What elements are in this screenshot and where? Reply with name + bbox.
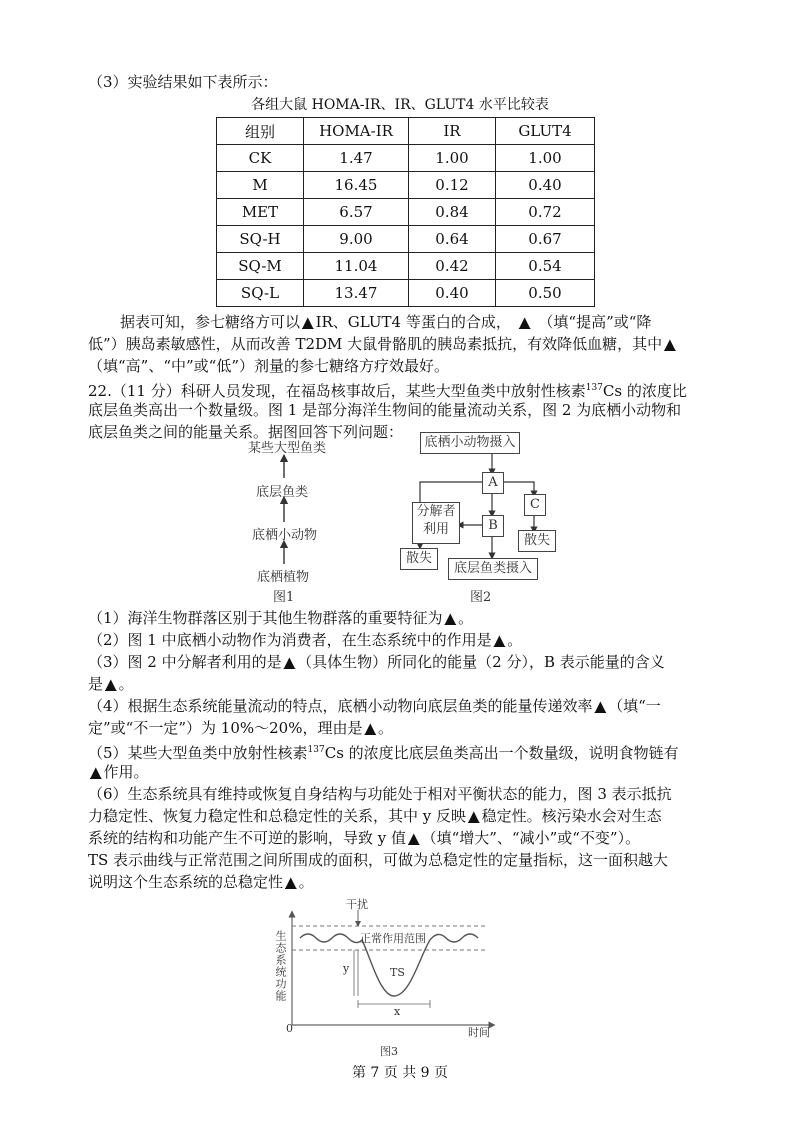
table-header-cell: GLUT4 xyxy=(496,118,595,145)
fig2-fish-box: 底层鱼类摄入 xyxy=(448,558,538,580)
answer-blank: ▲ xyxy=(594,697,607,715)
answer-blank: ▲ xyxy=(518,313,531,331)
table-cell: 0.50 xyxy=(496,280,595,307)
fig2-b-box: B xyxy=(482,515,504,537)
table-cell: 1.00 xyxy=(496,145,595,172)
table-row xyxy=(217,145,595,172)
table-row xyxy=(217,280,595,307)
fig2-c-box: C xyxy=(524,494,546,516)
para1-line1: 据表可知，参七糖络方可以 ▲ IR、GLUT4 等蛋白的合成， ▲ （填“提高”或“降 xyxy=(120,313,652,331)
fig3-disturb-label: 干扰 xyxy=(346,898,368,911)
q6-line5: 说明这个生态系统的总稳定性 ▲ 。 xyxy=(88,873,314,891)
table-cell: SQ-L xyxy=(217,280,304,307)
q6-line4: TS 表示曲线与正常范围之间所围成的面积，可做为总稳定性的定量指标，这一面积越大 xyxy=(88,851,669,869)
para1-line3: （填“高”、“中”或“低”）剂量的参七糖络方疗效最好。 xyxy=(88,357,450,375)
q22-line2: 底层鱼类高出一个数量级。图 1 是部分海洋生物间的能量流动关系，图 2 为底栖小动物和 xyxy=(88,401,682,419)
page-footer: 第 7 页 共 9 页 xyxy=(351,1065,449,1081)
table-cell: 0.40 xyxy=(496,172,595,199)
q22-line1: 22.（11 分）科研人员发现，在福岛核事故后，某些大型鱼类中放射性核素$^{137}$Cs 的浓度比 xyxy=(88,382,687,400)
fig2-loss-box-left: 散失 xyxy=(400,548,438,570)
q6-line1: （6）生态系统具有维持或恢复自身结构与功能处于相对平衡状态的能力，图 3 表示抵抗 xyxy=(88,785,672,803)
table-header-cell: 组别 xyxy=(217,118,304,145)
fig1-item: 某些大型鱼类 xyxy=(248,441,327,456)
table-row xyxy=(217,253,595,280)
fig3-range-label: 正常作用范围 xyxy=(360,932,426,945)
q22-line3: 底层鱼类之间的能量关系。据图回答下列问题： xyxy=(88,423,404,441)
answer-blank: ▲ xyxy=(408,829,420,847)
answer-blank: ▲ xyxy=(444,609,457,627)
table-row xyxy=(217,226,595,253)
table-cell: 0.67 xyxy=(496,226,595,253)
table-row xyxy=(217,172,595,199)
table-cell: 13.47 xyxy=(304,280,409,307)
fig3-ts-label: TS xyxy=(390,966,405,979)
answer-blank: ▲ xyxy=(664,335,676,353)
table-cell: 1.47 xyxy=(304,145,409,172)
q3-line1: （3）图 2 中分解者利用的是 ▲ （具体生物）所同化的能量（2 分），B 表示能量的含义 xyxy=(88,653,665,671)
q3-line2: 是 ▲ 。 xyxy=(88,675,134,693)
answer-blank: ▲ xyxy=(105,675,117,693)
para1-line2: 低”）胰岛素敏感性，从而改善 T2DM 大鼠骨骼肌的胰岛素抵抗，有效降低血糖，其中 ▲ xyxy=(88,335,676,353)
table-row xyxy=(217,199,595,226)
table-header-cell: HOMA-IR xyxy=(304,118,409,145)
table-cell: 9.00 xyxy=(304,226,409,253)
table-cell: 0.84 xyxy=(409,199,496,226)
fig1-item: 底栖小动物 xyxy=(252,528,318,543)
table-header-row xyxy=(217,118,595,145)
answer-blank: ▲ xyxy=(302,313,314,331)
answer-blank: ▲ xyxy=(283,653,296,671)
q5-line2: ▲ 作用。 xyxy=(90,763,149,781)
fig2-decomposer-box: 分解者 利用 xyxy=(412,502,460,544)
table-cell: 16.45 xyxy=(304,172,409,199)
intro-text: （3）实验结果如下表所示： xyxy=(88,73,278,91)
q6-line3: 系统的结构和功能产生不可逆的影响，导致 y 值 ▲ （填“增大”、“减小”或“不变”）。 xyxy=(88,829,641,847)
table-cell: 6.57 xyxy=(304,199,409,226)
q5-line1: （5）某些大型鱼类中放射性核素$^{137}$Cs 的浓度比底层鱼类高出一个数量级，说明食物链有 xyxy=(88,744,679,762)
fig3-x-label: x xyxy=(394,1005,401,1018)
fig3-y-label: y xyxy=(343,962,350,975)
fig3-xaxis-label: 时间 xyxy=(468,1026,490,1039)
q2-line: （2）图 1 中底栖小动物作为消费者，在生态系统中的作用是 ▲ 。 xyxy=(88,631,523,649)
table-cell: CK xyxy=(217,145,304,172)
answer-blank: ▲ xyxy=(468,807,480,825)
table-cell: 0.64 xyxy=(409,226,496,253)
fig2-caption: 图2 xyxy=(470,590,492,605)
table-cell: 0.72 xyxy=(496,199,595,226)
table-cell: 0.40 xyxy=(409,280,496,307)
table-caption: 各组大鼠 HOMA-IR、IR、GLUT4 水平比较表 xyxy=(251,97,549,113)
fig1-caption: 图1 xyxy=(273,590,295,605)
q6-line2: 力稳定性、恢复力稳定性和总稳定性的关系，其中 y 反映 ▲ 稳定性。核污染水会对生态 xyxy=(88,807,662,825)
answer-blank: ▲ xyxy=(364,719,377,737)
fig3-yaxis-label: 生态系统功能 xyxy=(274,930,287,1002)
answer-blank: ▲ xyxy=(90,763,102,781)
fig3-caption: 图3 xyxy=(380,1045,398,1058)
table-cell: 11.04 xyxy=(304,253,409,280)
table-cell: MET xyxy=(217,199,304,226)
q4-line2: 定”或“不一定”）为 10%～20%，理由是 ▲ 。 xyxy=(88,719,394,737)
fig3-graph xyxy=(270,900,500,1045)
fig1-item: 底层鱼类 xyxy=(256,485,309,500)
fig3-origin-label: 0 xyxy=(286,1022,293,1035)
data-table xyxy=(216,117,595,307)
q4-line1: （4）根据生态系统能量流动的特点，底栖小动物向底层鱼类的能量传递效率 ▲ （填“一 xyxy=(88,697,661,715)
table-cell: SQ-H xyxy=(217,226,304,253)
table-cell: SQ-M xyxy=(217,253,304,280)
table-header-cell: IR xyxy=(409,118,496,145)
table-cell: 1.00 xyxy=(409,145,496,172)
fig2-loss-box-right: 散失 xyxy=(518,530,556,552)
answer-blank: ▲ xyxy=(493,631,506,649)
fig1-arrows xyxy=(270,450,300,570)
fig1-item: 底栖植物 xyxy=(257,570,310,585)
answer-blank: ▲ xyxy=(285,873,297,891)
table-cell: 0.54 xyxy=(496,253,595,280)
table-cell: 0.42 xyxy=(409,253,496,280)
q1-line: （1）海洋生物群落区别于其他生物群落的重要特征为 ▲ 。 xyxy=(88,609,474,627)
table-cell: 0.12 xyxy=(409,172,496,199)
fig2-intake-box: 底栖小动物摄入 xyxy=(420,432,520,454)
fig2-a-box: A xyxy=(482,472,504,494)
table-cell: M xyxy=(217,172,304,199)
